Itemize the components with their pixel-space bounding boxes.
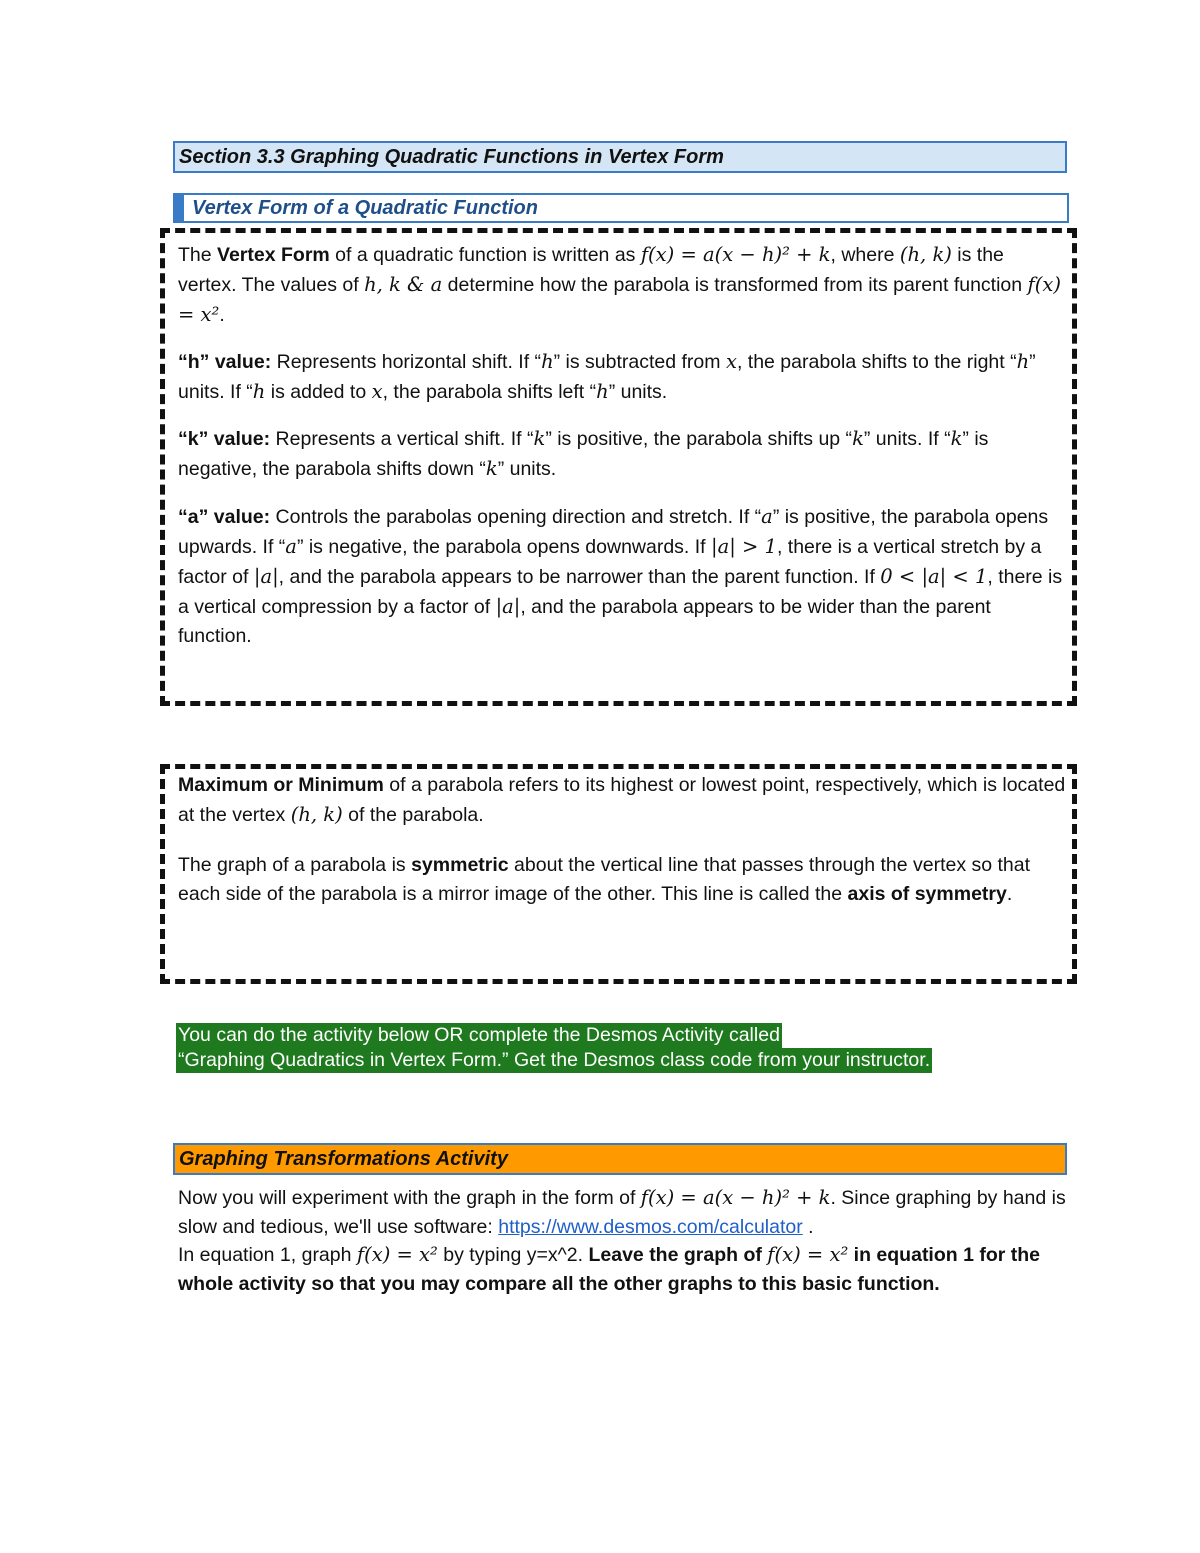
k-value-paragraph: “k” value: Represents a vertical shift. If “k” is positive, the parabola shifts up “k” units. If “k” is negative, the parabola shifts down “k” units. bbox=[178, 427, 989, 480]
subsection-accent-bar bbox=[173, 193, 184, 223]
desmos-calculator-link[interactable]: https://www.desmos.com/calculator bbox=[498, 1216, 803, 1238]
section-title: Section 3.3 Graphing Quadratic Functions in Vertex Form bbox=[173, 141, 1067, 173]
vertex-form-paragraph: The Vertex Form of a quadratic function is written as f(x) = a(x − h)² + k, where (h, k) is the vertex. The values of h, k & a determine how the parabola is transformed from its parent function f(x) = x². bbox=[178, 243, 1061, 326]
subsection-header bbox=[173, 193, 1069, 223]
activity-intro-paragraph: Now you will experiment with the graph in the form of f(x) = a(x − h)² + k. Since graphing by hand is slow and tedious, we'll use software: https://www.desmos.com/calculator . bbox=[178, 1186, 1066, 1238]
subsection-title: Vertex Form of a Quadratic Function bbox=[192, 197, 538, 219]
desmos-note-line2: “Graphing Quadratics in Vertex Form.” Get the Desmos class code from your instructor. bbox=[178, 1049, 931, 1071]
a-value-paragraph: “a” value: Controls the parabolas opening direction and stretch. If “a” is positive, the parabola opens upwards. If “a” is negative, the parabola opens downwards. If |a| > 1, there is a vertical stretch by a factor of |a|, and the parabola appears to be narrower than the parent function. If 0 < |a| < 1, there is a vertical compression by a factor of |a|, and the parabola appears to be wider than the parent function. bbox=[178, 505, 1063, 647]
desmos-note-line1: You can do the activity below OR complete the Desmos Activity called bbox=[178, 1024, 780, 1046]
max-min-paragraph: Maximum or Minimum of a parabola refers to its highest or lowest point, respectively, which is located at the vertex (h, k) of the parabola. bbox=[178, 774, 1066, 826]
desmos-note bbox=[176, 1023, 932, 1073]
h-value-paragraph: “h” value: Represents horizontal shift. If “h” is subtracted from x, the parabola shifts to the right “h” units. If “h is added to x, the parabola shifts left “h” units. bbox=[178, 350, 1036, 403]
activity-instructions-paragraph: In equation 1, graph f(x) = x² by typing y=x^2. Leave the graph of f(x) = x² in equation 1 for the whole activity so that you may compare all the other graphs to this basic function. bbox=[178, 1243, 1041, 1295]
activity-title: Graphing Transformations Activity bbox=[173, 1143, 1067, 1175]
symmetry-paragraph: The graph of a parabola is symmetric about the vertical line that passes through the vertex so that each side of the parabola is a mirror image of the other. This line is called the axis of symmetry. bbox=[178, 854, 1031, 905]
